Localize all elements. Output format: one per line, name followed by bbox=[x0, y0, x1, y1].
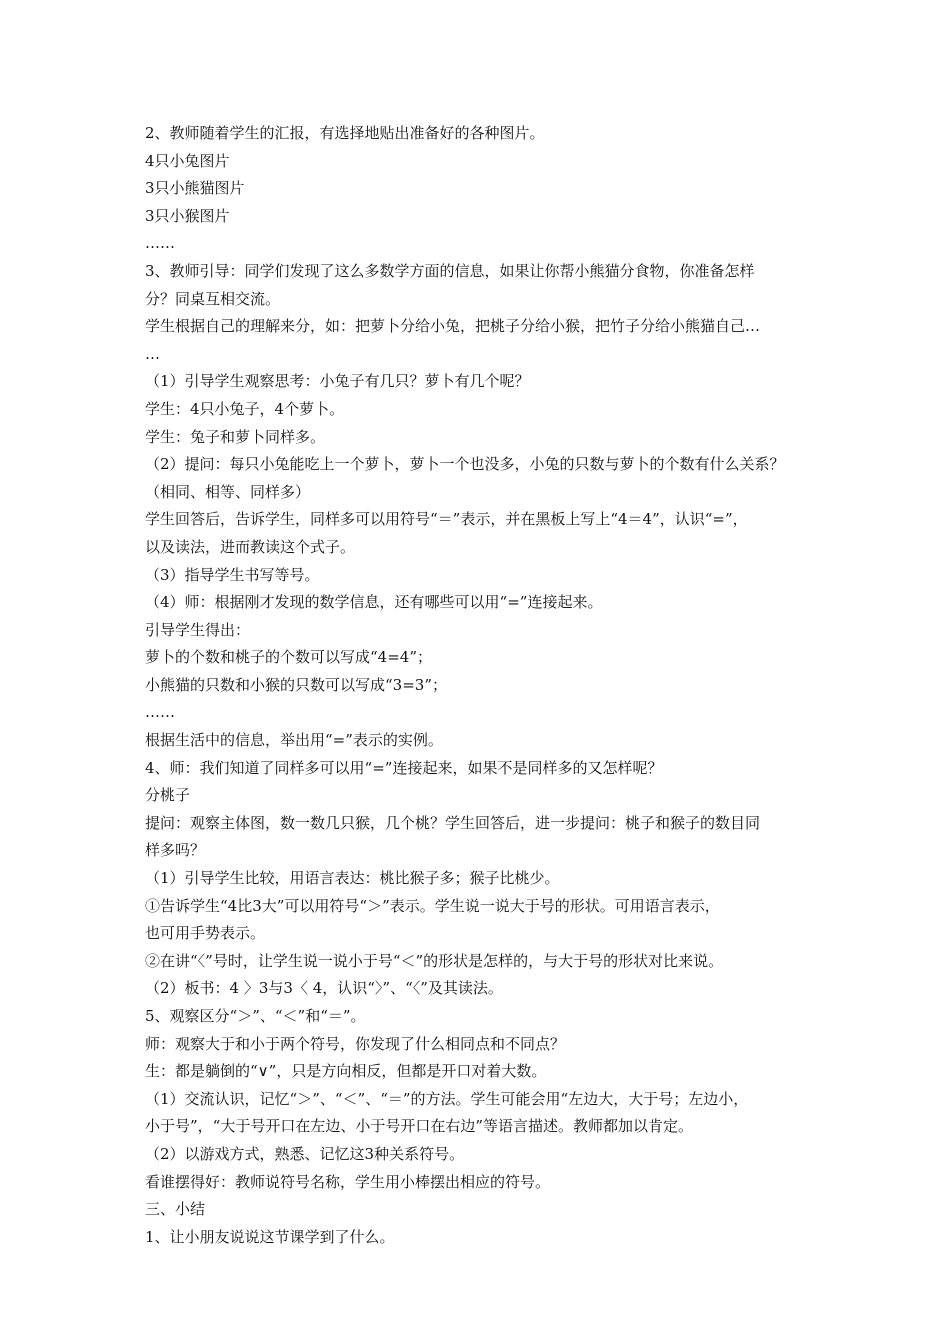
text-line: 以及读法，进而教读这个式子。 bbox=[145, 537, 356, 556]
text-line: ①告诉学生“4比3大”可以用符号“＞”表示。学生说一说大于号的形状。可用语言表示， bbox=[145, 896, 720, 915]
text-line: … bbox=[145, 344, 160, 363]
text-line: …… bbox=[145, 234, 175, 253]
text-line: 学生：兔子和萝卜同样多。 bbox=[145, 427, 326, 446]
text-line: （2）板书：4 〉3与3〈 4，认识“〉”、“〈”及其读法。 bbox=[145, 979, 503, 998]
text-line: （2）以游戏方式，熟悉、记忆这3种关系符号。 bbox=[145, 1144, 465, 1163]
text-line: 小于号”，“大于号开口在左边、小于号开口在右边”等语言描述。教师都加以肯定。 bbox=[145, 1117, 694, 1136]
text-line: 4只小兔图片 bbox=[145, 151, 230, 170]
text-line: 2、教师随着学生的汇报，有选择地贴出准备好的各种图片。 bbox=[145, 124, 545, 142]
text-line: …… bbox=[145, 703, 175, 722]
text-line: 4、师：我们知道了同样多可以用“=”连接起来，如果不是同样多的又怎样呢？ bbox=[145, 758, 663, 777]
text-line: 学生回答后，告诉学生，同样多可以用符号“＝”表示，并在黑板上写上“4＝4”，认识“=”， bbox=[145, 510, 748, 529]
text-line: 1、让小朋友说说这节课学到了什么。 bbox=[145, 1227, 395, 1246]
text-line: （1）交流认识，记忆“＞”、“＜”、“＝”的方法。学生可能会用“左边大，大于号；左边小， bbox=[145, 1089, 749, 1108]
text-line: 萝卜的个数和桃子的个数可以写成“4=4”； bbox=[145, 648, 432, 667]
text-line: （3）指导学生书写等号。 bbox=[145, 565, 320, 584]
text-line: 分？同桌互相交流。 bbox=[145, 289, 281, 308]
text-line: 分桃子 bbox=[145, 786, 191, 805]
text-line: 引导学生得出： bbox=[145, 620, 251, 639]
text-line: 师：观察大于和小于两个符号，你发现了什么相同点和不同点？ bbox=[145, 1034, 566, 1053]
text-line: 3、教师引导：同学们发现了这么多数学方面的信息，如果让你帮小熊猫分食物，你准备怎样 bbox=[145, 261, 755, 280]
text-line: 小熊猫的只数和小猴的只数可以写成“3=3”； bbox=[145, 675, 447, 694]
text-line: （4）师：根据刚才发现的数学信息，还有哪些可以用“=”连接起来。 bbox=[145, 593, 603, 612]
text-line: （相同、相等、同样多） bbox=[145, 482, 311, 501]
text-line: 学生根据自己的理解来分，如：把萝卜分给小兔，把桃子分给小猴，把竹子分给小熊猫自己… bbox=[145, 317, 761, 336]
text-line: （1）引导学生观察思考：小兔子有几只？萝卜有几个呢？ bbox=[145, 372, 530, 391]
text-line: 3只小熊猫图片 bbox=[145, 179, 245, 198]
text-line: 看谁摆得好：教师说符号名称，学生用小棒摆出相应的符号。 bbox=[145, 1172, 551, 1191]
text-line: ②在讲“〈”号时，让学生说一说小于号“＜”的形状是怎样的，与大于号的形状对比来说。 bbox=[145, 951, 724, 970]
text-line: （2）提问：每只小兔能吃上一个萝卜，萝卜一个也没多，小兔的只数与萝卜的个数有什么关系？ bbox=[145, 455, 785, 474]
text-line: 根据生活中的信息，举出用“=”表示的实例。 bbox=[145, 731, 443, 750]
text-line: 学生：4只小兔子，4个萝卜。 bbox=[145, 399, 345, 418]
text-line: 5、观察区分“＞”、“＜”和“＝”。 bbox=[145, 1007, 366, 1025]
lesson-text-body bbox=[145, 120, 815, 1251]
text-line: 也可用手势表示。 bbox=[145, 924, 266, 943]
text-line: （1）引导学生比较，用语言表达：桃比猴子多；猴子比桃少。 bbox=[145, 869, 560, 888]
text-line: 生：都是躺倒的“∨”，只是方向相反，但都是开口对着大数。 bbox=[145, 1062, 547, 1081]
text-line: 三、小结 bbox=[145, 1200, 206, 1219]
text-line: 提问：观察主体图，数一数几只猴，几个桃？学生回答后，进一步提问：桃子和猴子的数目同 bbox=[145, 813, 761, 832]
text-line: 样多吗？ bbox=[145, 841, 206, 860]
text-line: 3只小猴图片 bbox=[145, 206, 230, 225]
